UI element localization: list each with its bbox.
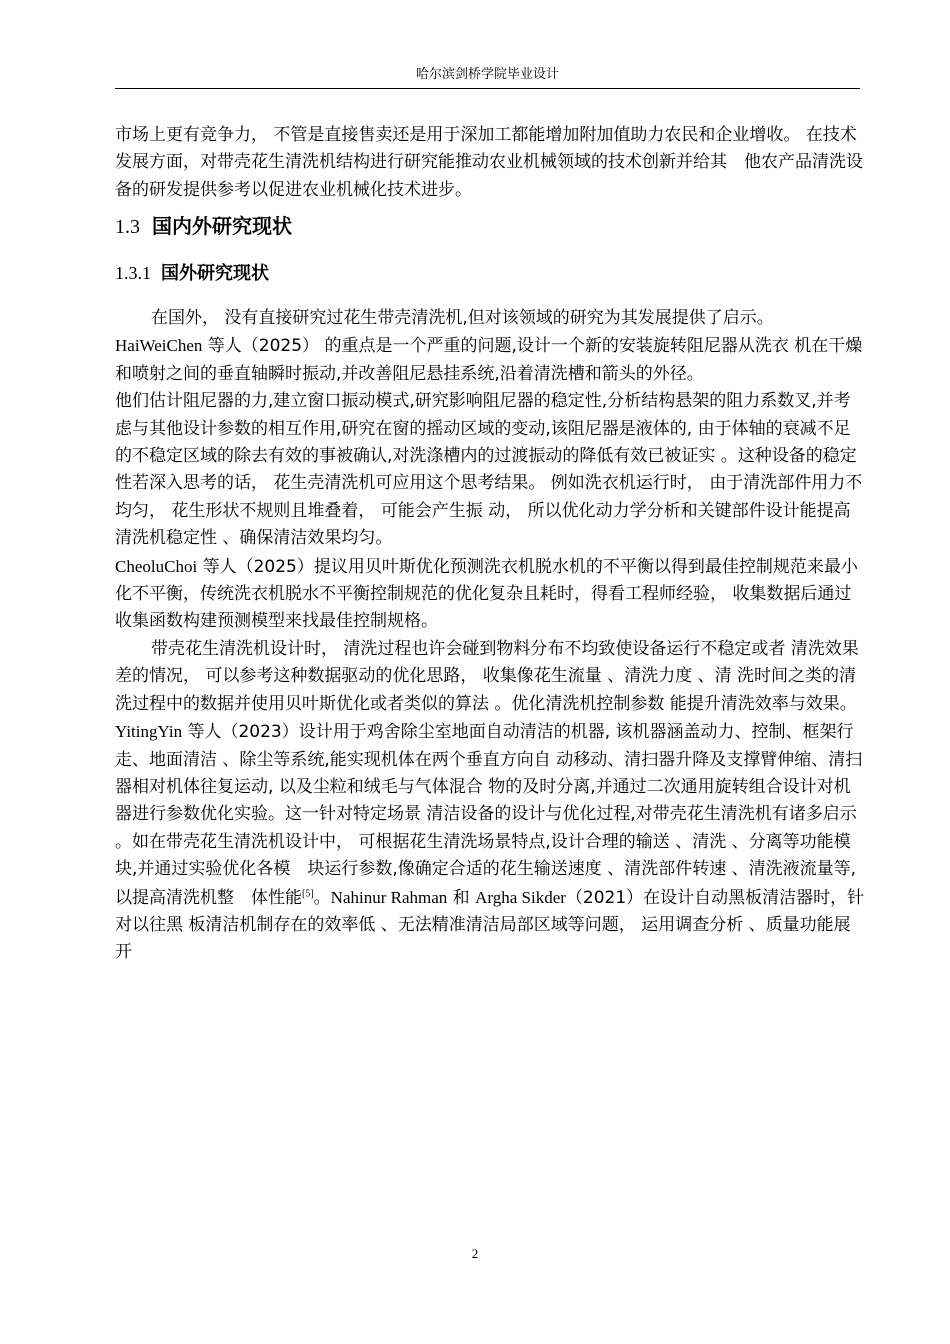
paragraph-2-text: 等人（2025） 的重点是一个严重的问题,设计一个新的安装旋转阻尼器从洗衣 机在干燥和喷射之间的垂直轴瞬时振动,并改善阻尼悬挂系统,沿着清洗槽和箭头的外径。 xyxy=(115,336,863,384)
author-name: YitingYin xyxy=(115,722,183,742)
page-number: 2 xyxy=(471,1246,479,1261)
paragraph-5-text-b: 等人（2023）设计用于鸡舍除尘室地面自动清洁的机器, 该机器涵盖动力、控制、框架行走、地面清洁 、除尘等系统,能实现机体在两个垂直方向自 动移动、清扫器升降及支撑臂伸缩、清扫器相对机体往复运动, 以及尘粒和绒毛与气体混合 物的及时分离,并通过二次通用旋转组合设计对机器进行参数优化实验。这一针对特定场景 清洁设备的设计与优化过程,对带壳花生清洗机有诸多启示 。如在带壳花生清洗机设计中， 可根据花生清洗场景特点,设计合理的输送 、清洗 、分离等功能模块,并通过实验优化各模 块运行参数,像确定合适的花生输送速度 、清洗部件转速 、清洗液流量等, 以提高清洗机整 体性能 xyxy=(115,722,863,908)
author-name: Nahinur Rahman xyxy=(330,887,448,907)
paragraph-5-text-a: 带壳花生清洗机设计时， 清洗过程也许会碰到物料分布不均致使设备运行不稳定或者 清洗效果差的情况， 可以参考这种数据驱动的优化思路， 收集像花生流量 、清洗力度 、清 洗时间之类的清洗过程中的数据并使用贝叶斯优化或者类似的算法 。优化清洗机控制参数 能提升清洗效率与效果。 xyxy=(115,638,859,714)
paragraph-5 xyxy=(115,636,865,967)
paragraph-5-text-c: 。 xyxy=(313,887,331,908)
subsection-heading xyxy=(115,258,269,289)
conjunction-text: 和 xyxy=(447,887,476,908)
author-name: CheoluChoi xyxy=(115,556,198,576)
page-header: 哈尔滨剑桥学院毕业设计 xyxy=(415,67,559,82)
intro-paragraph: 市场上更有竞争力， 不管是直接售卖还是用于深加工都能增加附加值助力农民和企业增收。 在技术发展方面，对带壳花生清洗机结构进行研究能推动农业机械领域的技术创新并给其 他农产品清洗设备的研发提供参考以促进农业机械化技术进步。 xyxy=(115,125,863,200)
section-title: 国内外研究现状 xyxy=(152,214,292,238)
paragraph-2 xyxy=(115,332,865,388)
citation-reference: [5] xyxy=(302,887,314,899)
header-rule xyxy=(115,88,860,89)
author-name: HaiWeiChen xyxy=(115,336,203,356)
subsection-number: 1.3.1 xyxy=(115,263,151,283)
paragraph-1: 在国外， 没有直接研究过花生带壳清洗机,但对该领域的研究为其发展提供了启示。 xyxy=(151,308,774,328)
subsection-title: 国外研究现状 xyxy=(161,263,269,284)
author-name: Argha Sikder xyxy=(475,887,566,907)
paragraph-4 xyxy=(115,553,865,636)
section-number: 1.3 xyxy=(115,216,140,238)
intro-block xyxy=(115,122,865,204)
paragraph-5-text-d: （2021）在设计自动黑板清洁器时，针对以往黑 板清洁机制存在的效率低 、无法精准清洁局部区域等问题， 运用调查分析 、质量功能展开 xyxy=(115,887,865,963)
paragraph-3: 他们估计阻尼器的力,建立窗口振动模式,研究影响阻尼器的稳定性,分析结构悬架的阻力系数叉,并考虑与其他设计参数的相互作用,研究在窗的摇动区域的变动,该阻尼器是液体的, 由于体轴的衰减不足的不稳定区域的除去有效的事被确认,对洗涤槽内的过渡振动的降低有效已被证实 。这种设备的稳定性若深入思考的话， 花生壳清洗机可应用这个思考结果。 例如洗衣机运行时， 由于清洗部件用力不均匀， 花生形状不规则且堆叠着， 可能会产生振 动， 所以优化动力学分析和关键部件设计能提高清洗机稳定性 、确保清洁效果均匀。 xyxy=(115,391,863,549)
paragraph-4-text: 等人（2025）提议用贝叶斯优化预测洗衣机脱水机的不平衡以得到最佳控制规范来最小化不平衡，传统洗衣机脱水不平衡控制规范的优化复杂且耗时，得看工程师经验， 收集数据后通过收集函数构建预测模型来找最佳控制规格。 xyxy=(115,556,858,632)
section-heading xyxy=(115,210,292,243)
main-text xyxy=(115,305,865,967)
